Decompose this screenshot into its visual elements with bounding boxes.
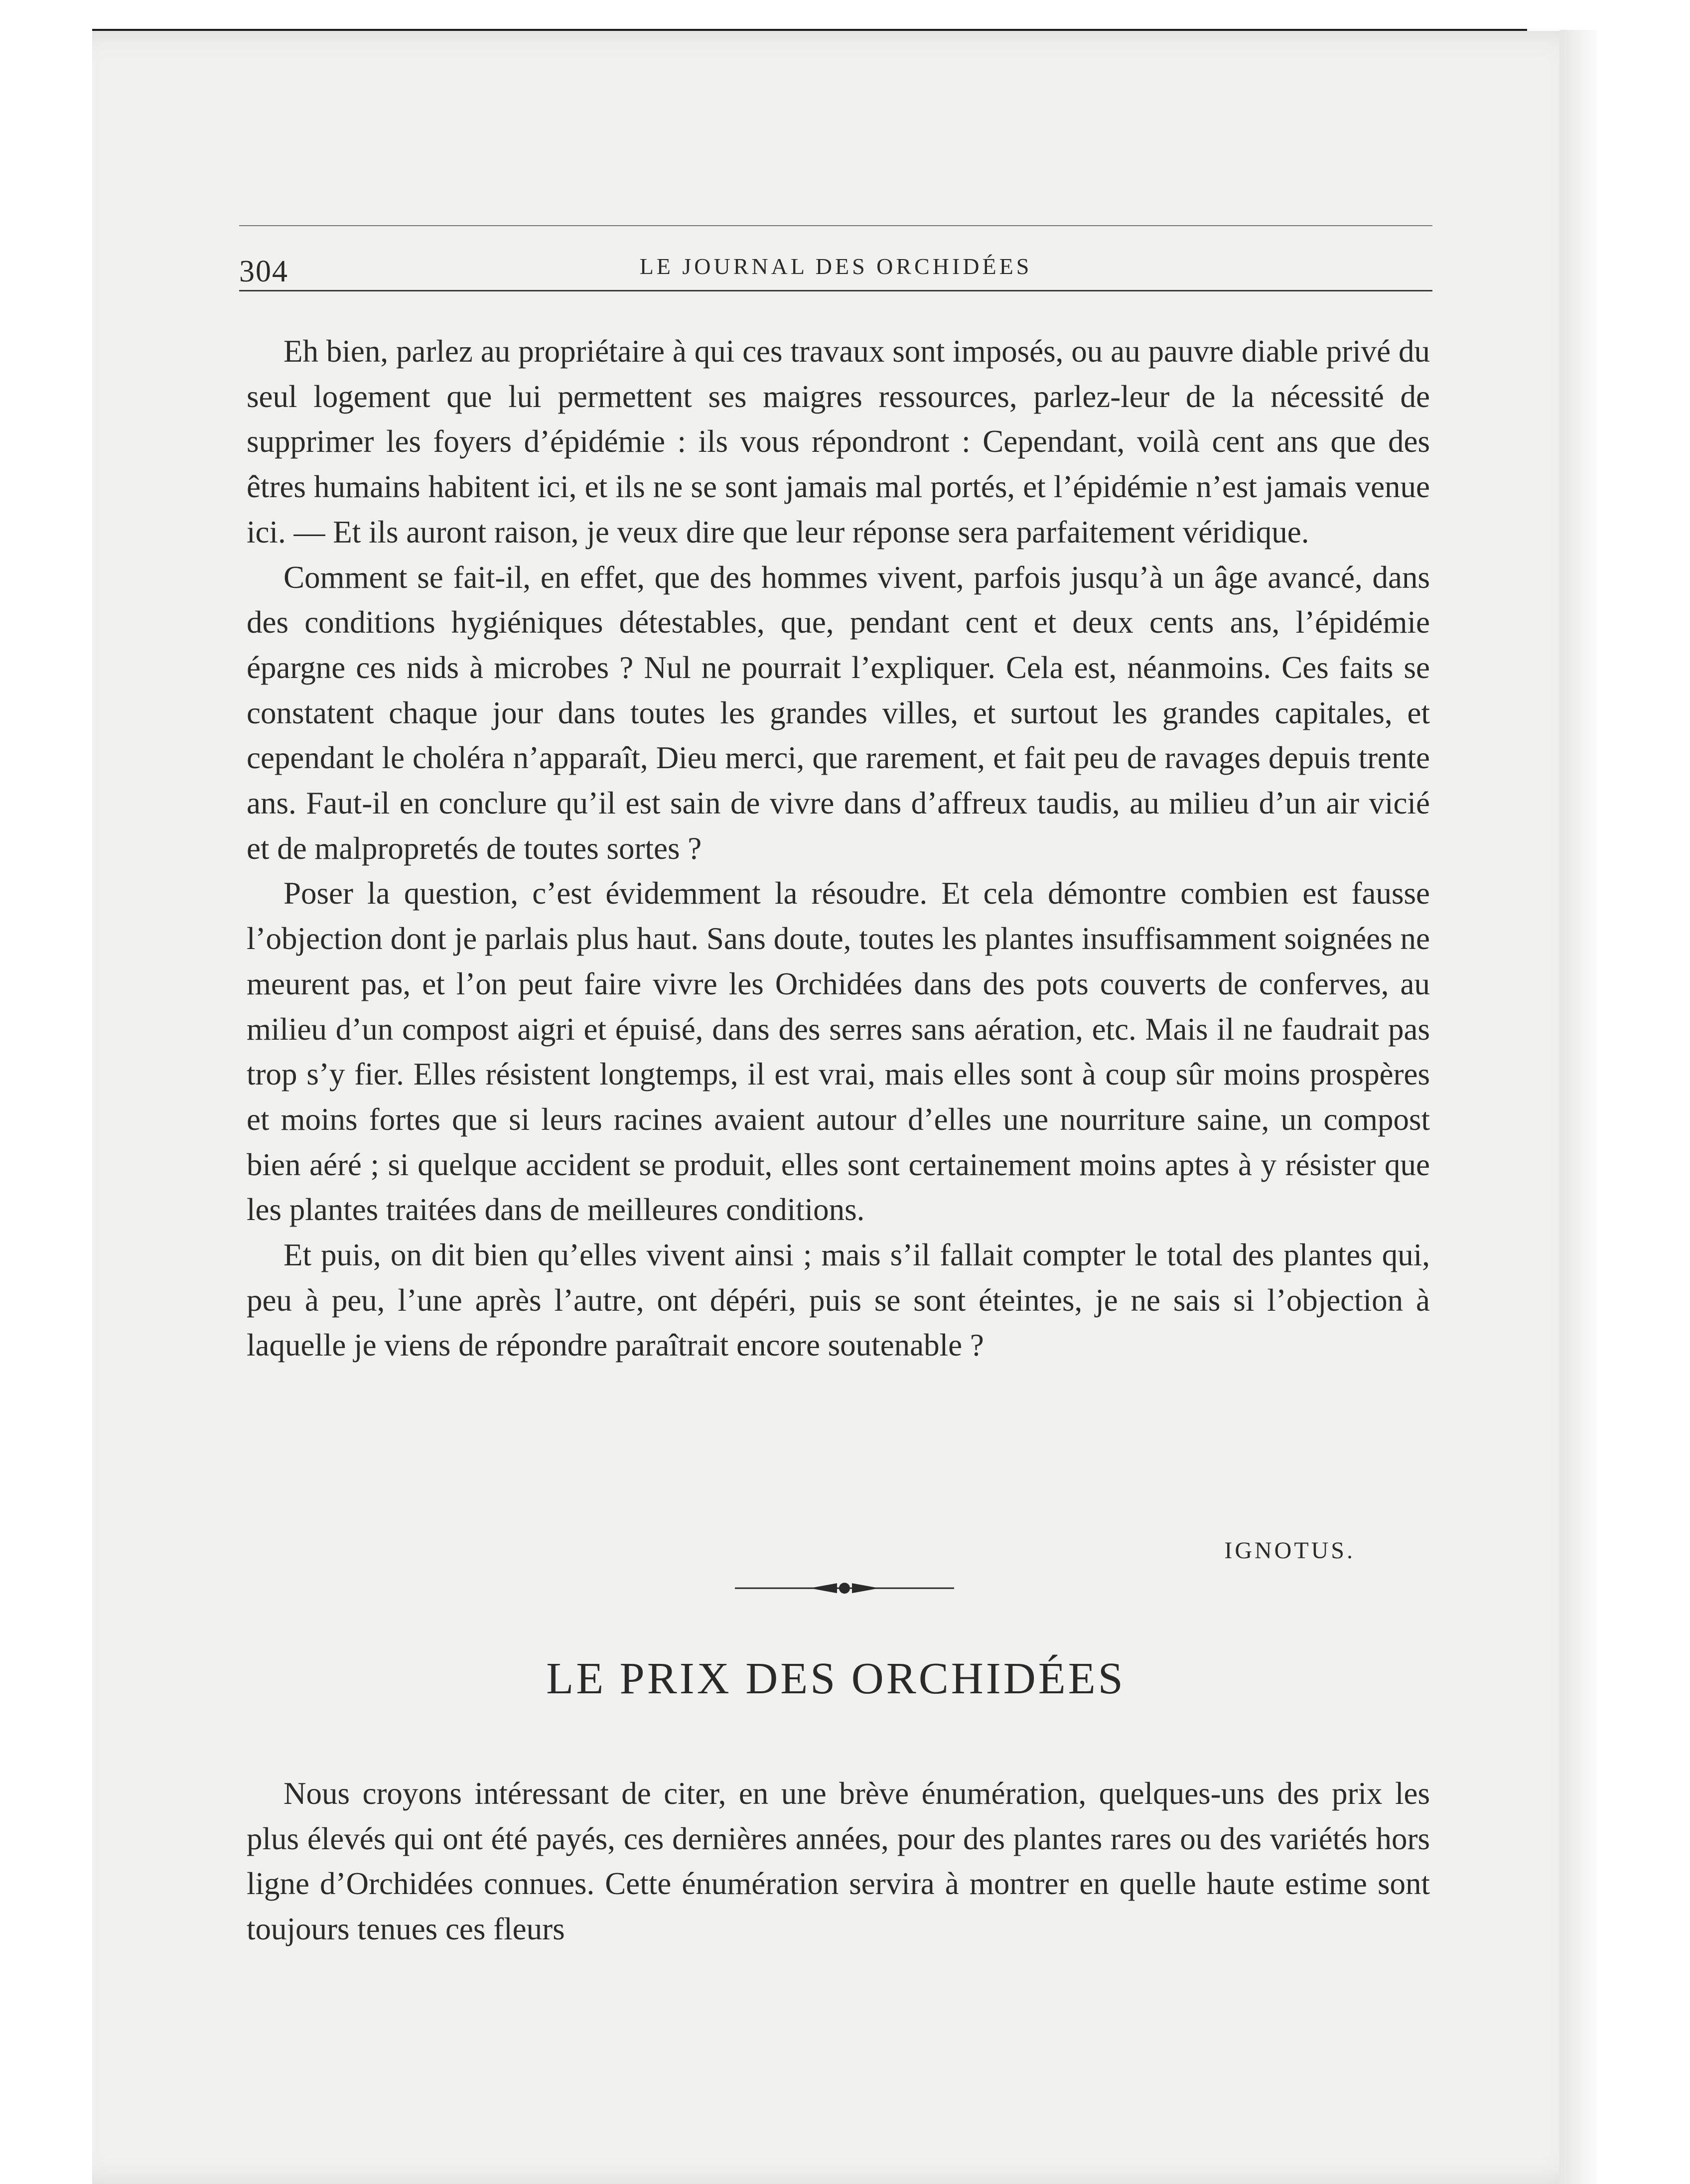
next-article-body bbox=[247, 1771, 1430, 1952]
author-signature: IGNOTUS. bbox=[1224, 1537, 1355, 1564]
page-header bbox=[239, 240, 1432, 295]
section-title: LE PRIX DES ORCHIDÉES bbox=[546, 1654, 1126, 1703]
paragraph: Comment se fait-il, en effet, que des hommes vivent, parfois jusqu’à un âge avancé, dans des conditions hygiéniques détestables, que, pendant cent et deux cents ans, l’épidémie épargne ces nids à microbes ? Nul ne pourrait l’expliquer. Cela est, néanmoins. Ces faits se constatent chaque jour dans toutes les grandes villes, et surtout les grandes capitales, et cependant le choléra n’apparaît, Dieu merci, que rarement, et fait peu de ravages depuis trente ans. Faut-il en conclure qu’il est sain de vivre dans d’affreux taudis, au milieu d’un air vicié et de malpropretés de toutes sortes ? bbox=[247, 559, 1430, 866]
paragraph: Nous croyons intéressant de citer, en une brève énumération, quelques-uns des prix les plus élevés qui ont été payés, ces dernières années, pour des plantes rares ou des variétés hors ligne d’Orchidées connues. Cette énumération servira à montrer en quelle haute estime sont toujours tenues ces fleurs bbox=[247, 1776, 1430, 1947]
paragraph: Et puis, on dit bien qu’elles vivent ainsi ; mais s’il fallait compter le total des plantes qui, peu à peu, l’une après l’autre, ont dépéri, puis se sont éteintes, je ne sais si l’objection à laquelle je viens de répondre paraîtrait encore soutenable ? bbox=[247, 1237, 1430, 1363]
article-body bbox=[247, 329, 1430, 1368]
header-bottom-rule bbox=[239, 290, 1432, 291]
dagger-rule-ornament bbox=[735, 1578, 954, 1598]
paragraph: Poser la question, c’est évidemment la résoudre. Et cela démontre combien est fausse l’objection dont je parlais plus haut. Sans doute, toutes les plantes insuffisamment soignées ne meurent pas, et l’on peut faire vivre les Orchidées dans des pots couverts de conferves, au milieu d’un compost aigri et épuisé, dans des serres sans aération, etc. Mais il ne faudrait pas trop s’y fier. Elles résistent longtemps, il est vrai, mais elles sont à coup sûr moins prospères et moins fortes que si leurs racines avaient autour d’elles une nourriture saine, un compost bien aéré ; si quelque accident se produit, elles sont certainement moins aptes à y résister que les plantes traitées dans de meilleures conditions. bbox=[247, 876, 1430, 1228]
header-top-rule bbox=[239, 225, 1432, 226]
running-title: LE JOURNAL DES ORCHIDÉES bbox=[639, 254, 1032, 279]
page-right-edge-shadow bbox=[1559, 30, 1597, 2184]
page-number: 304 bbox=[239, 255, 288, 288]
paragraph: Eh bien, parlez au propriétaire à qui ces travaux sont imposés, ou au pauvre diable privé du seul logement que lui permettent ses maigres ressources, parlez-leur de la nécessité de supprimer les foyers d’épidémie : ils vous répondront : Cependant, voilà cent ans que des êtres humains habitent ici, et ils ne se sont jamais mal portés, et l’épidémie n’est jamais venue ici. — Et ils auront raison, je veux dire que leur réponse sera parfaitement véridique. bbox=[247, 334, 1430, 549]
